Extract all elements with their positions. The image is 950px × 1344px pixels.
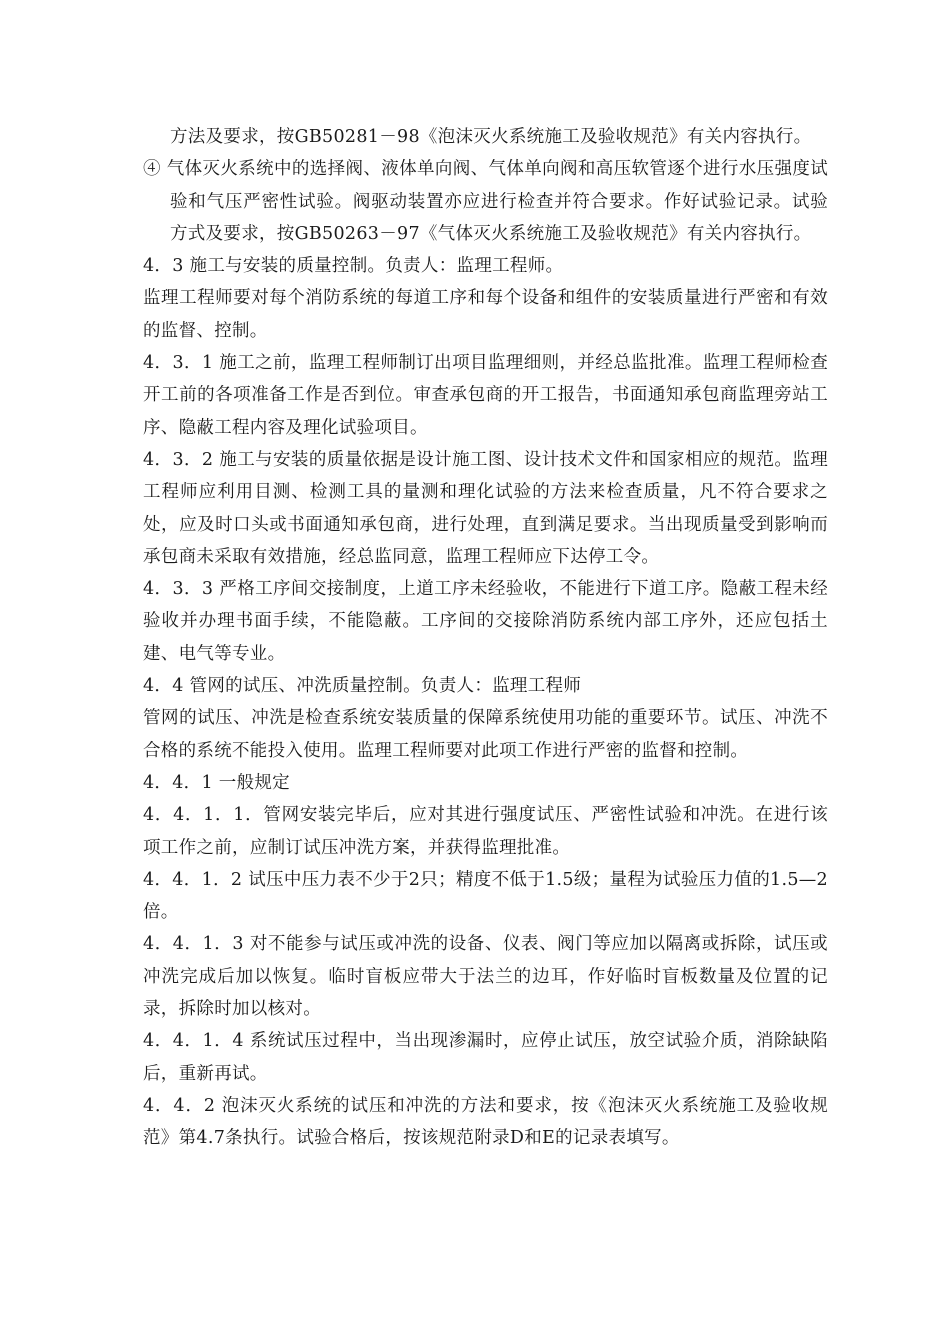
paragraph-4-4-1-2: 4．4．1．2 试压中压力表不少于2只；精度不低于1.5级；量程为试验压力值的1.5—2倍。 bbox=[143, 869, 828, 923]
section-heading-4-3: 4．3 施工与安装的质量控制。负责人：监理工程师。 bbox=[143, 256, 564, 277]
paragraph-4-4-1-3: 4．4．1．3 对不能参与试压或冲洗的设备、仪表、阀门等应加以隔离或拆除，试压或冲洗完成后加以恢复。临时盲板应带大于法兰的边耳，作好临时盲板数量及位置的记录，拆除时加以核对。 bbox=[143, 934, 828, 1020]
paragraph-4-3-3: 4．3．3 严格工序间交接制度，上道工序未经验收，不能进行下道工序。隐蔽工程未经验收并办理书面手续，不能隐蔽。工序间的交接除消防系统内部工序外，还应包括土建、电气等专业。 bbox=[143, 579, 828, 664]
paragraph-4-3-2: 4．3．2 施工与安装的质量依据是设计施工图、设计技术文件和国家相应的规范。监理工程师应利用目测、检测工具的量测和理化试验的方法来检查质量，凡不符合要求之处，应及时口头或书面通知承包商，进行处理，直到满足要求。当出现质量受到影响而承包商未采取有效措施，经总监同意，监理工程师应下达停工令。 bbox=[143, 449, 828, 567]
section-heading-4-4-1: 4．4．1 一般规定 bbox=[143, 772, 290, 793]
paragraph-gas-valve-tests: ④ 气体灭火系统中的选择阀、液体单向阀、气体单向阀和高压软管逐个进行水压强度试验和气压严密性试验。阀驱动装置亦应进行检查并符合要求。作好试验记录。试验方式及要求，按GB50263－97《气体灭火系统施工及验收规范》有关内容执行。 bbox=[143, 159, 828, 244]
paragraph-4-4-1-4: 4．4．1．4 系统试压过程中，当出现渗漏时，应停止试压，放空试验介质，消除缺陷后，重新再试。 bbox=[143, 1031, 828, 1084]
paragraph-4-3-1: 4．3．1 施工之前，监理工程师制订出项目监理细则，并经总监批准。监理工程师检查开工前的各项准备工作是否到位。审查承包商的开工报告，书面通知承包商监理旁站工序、隐蔽工程内容及理化试验项目。 bbox=[143, 353, 828, 438]
paragraph-foam-method-continuation: 方法及要求，按GB50281－98《泡沫灭火系统施工及验收规范》有关内容执行。 bbox=[170, 127, 812, 147]
paragraph-supervision-intro: 监理工程师要对每个消防系统的每道工序和每个设备和组件的安装质量进行严密和有效的监督、控制。 bbox=[143, 288, 828, 341]
document-body bbox=[143, 121, 828, 1155]
paragraph-pressure-test-intro: 管网的试压、冲洗是检查系统安装质量的保障系统使用功能的重要环节。试压、冲洗不合格的系统不能投入使用。监理工程师要对此项工作进行严密的监督和控制。 bbox=[143, 708, 828, 761]
section-heading-4-4: 4．4 管网的试压、冲洗质量控制。负责人：监理工程师 bbox=[143, 676, 582, 697]
paragraph-4-4-2: 4．4．2 泡沫灭火系统的试压和冲洗的方法和要求，按《泡沫灭火系统施工及验收规范》第4.7条执行。试验合格后，按该规范附录D和E的记录表填写。 bbox=[143, 1095, 828, 1149]
paragraph-4-4-1-1: 4．4．1．1．管网安装完毕后，应对其进行强度试压、严密性试验和冲洗。在进行该项工作之前，应制订试压冲洗方案，并获得监理批准。 bbox=[143, 805, 828, 858]
